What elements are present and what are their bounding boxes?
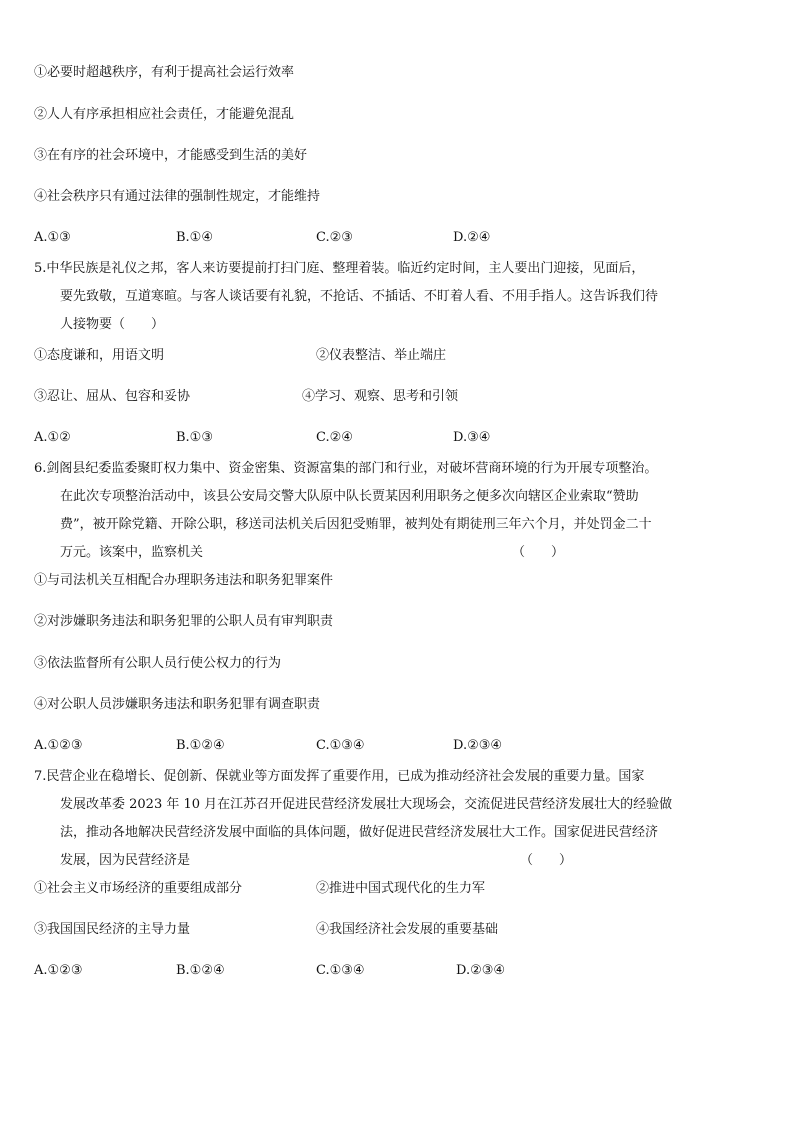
q4-item-3: ③在有序的社会环境中，才能感受到生活的美好: [34, 148, 308, 163]
q5-item-3: ③忍让、屈从、包容和妥协: [34, 389, 191, 404]
q6-item-2: ②对涉嫌职务违法和职务犯罪的公职人员有审判职责: [34, 614, 334, 629]
q5-item-4: ④学习、观察、思考和引领: [302, 389, 459, 404]
q6-item-3: ③依法监督所有公职人员行使公权力的行为: [34, 656, 282, 671]
q5-stem-line-3: 人接物要（ ）: [60, 317, 165, 332]
q6-stem-line-2: 在此次专项整治活动中，该县公安局交警大队原中队长贾某因利用职务之便多次向辖区企业索取“赞助: [60, 489, 639, 504]
q4-choice-d: D.②④: [453, 230, 491, 245]
q5-choice-d: D.③④: [453, 430, 491, 445]
q7-item-1: ①社会主义市场经济的重要组成部分: [34, 881, 243, 896]
q7-choice-c: C.①③④: [316, 963, 365, 978]
q4-choice-c: C.②③: [316, 230, 353, 245]
q5-stem-line-2: 要先致敬，互道寒暄。与客人谈话要有礼貌，不抢话、不插话、不盯着人看、不用手指人。这告诉我们待: [60, 289, 659, 304]
q7-stem-line-2: 发展改革委 2023 年 10 月在江苏召开促进民营经济发展壮大现场会，交流促进民营经济发展壮大的经验做: [60, 797, 673, 812]
q5-choice-a: A.①②: [34, 430, 71, 445]
q6-choice-c: C.①③④: [316, 738, 365, 753]
q7-item-2: ②推进中国式现代化的生力军: [316, 881, 486, 896]
q4-item-2: ②人人有序承担相应社会责任，才能避免混乱: [34, 107, 295, 122]
q6-answer-paren: （ ）: [512, 545, 565, 560]
q7-item-3: ③我国国民经济的主导力量: [34, 922, 191, 937]
q5-choice-b: B.①③: [176, 430, 213, 445]
q6-choice-d: D.②③④: [453, 738, 503, 753]
q6-item-1: ①与司法机关互相配合办理职务违法和职务犯罪案件: [34, 573, 334, 588]
q4-choice-b: B.①④: [176, 230, 213, 245]
q7-choice-b: B.①②④: [176, 963, 225, 978]
q7-stem-line-4: 发展，因为民营经济是: [60, 853, 191, 868]
q6-choice-b: B.①②④: [176, 738, 225, 753]
q6-stem-line-1: 6.剑阁县纪委监委聚盯权力集中、资金密集、资源富集的部门和行业，对破坏营商环境的行为开展专项整治。: [34, 461, 658, 476]
q7-choice-a: A.①②③: [34, 963, 83, 978]
q4-item-1: ①必要时超越秩序，有利于提高社会运行效率: [34, 65, 295, 80]
q6-choice-a: A.①②③: [34, 738, 83, 753]
q7-answer-paren: （ ）: [520, 853, 573, 868]
q6-stem-line-3: 费”，被开除党籍、开除公职，移送司法机关后因犯受贿罪，被判处有期徒刑三年六个月，并处罚金二十: [60, 517, 652, 532]
q5-stem-line-1: 5.中华民族是礼仪之邦，客人来访要提前打扫门庭、整理着装。临近约定时间，主人要出门迎接，见面后，: [34, 261, 645, 276]
q7-item-4: ④我国经济社会发展的重要基础: [316, 922, 499, 937]
q6-stem-line-4: 万元。该案中，监察机关: [60, 545, 204, 560]
q6-item-4: ④对公职人员涉嫌职务违法和职务犯罪有调查职责: [34, 697, 321, 712]
q7-stem-line-3: 法，推动各地解决民营经济发展中面临的具体问题，做好促进民营经济发展壮大工作。国家促进民营经济: [60, 825, 659, 840]
q5-item-1: ①态度谦和，用语文明: [34, 348, 165, 363]
q4-item-4: ④社会秩序只有通过法律的强制性规定，才能维持: [34, 189, 321, 204]
q7-stem-line-1: 7.民营企业在稳增长、促创新、保就业等方面发挥了重要作用，已成为推动经济社会发展的重要力量。国家: [34, 769, 645, 784]
q4-choice-a: A.①③: [34, 230, 71, 245]
q5-item-2: ②仪表整洁、举止端庄: [316, 348, 447, 363]
q7-choice-d: D.②③④: [456, 963, 506, 978]
q5-choice-c: C.②④: [316, 430, 353, 445]
